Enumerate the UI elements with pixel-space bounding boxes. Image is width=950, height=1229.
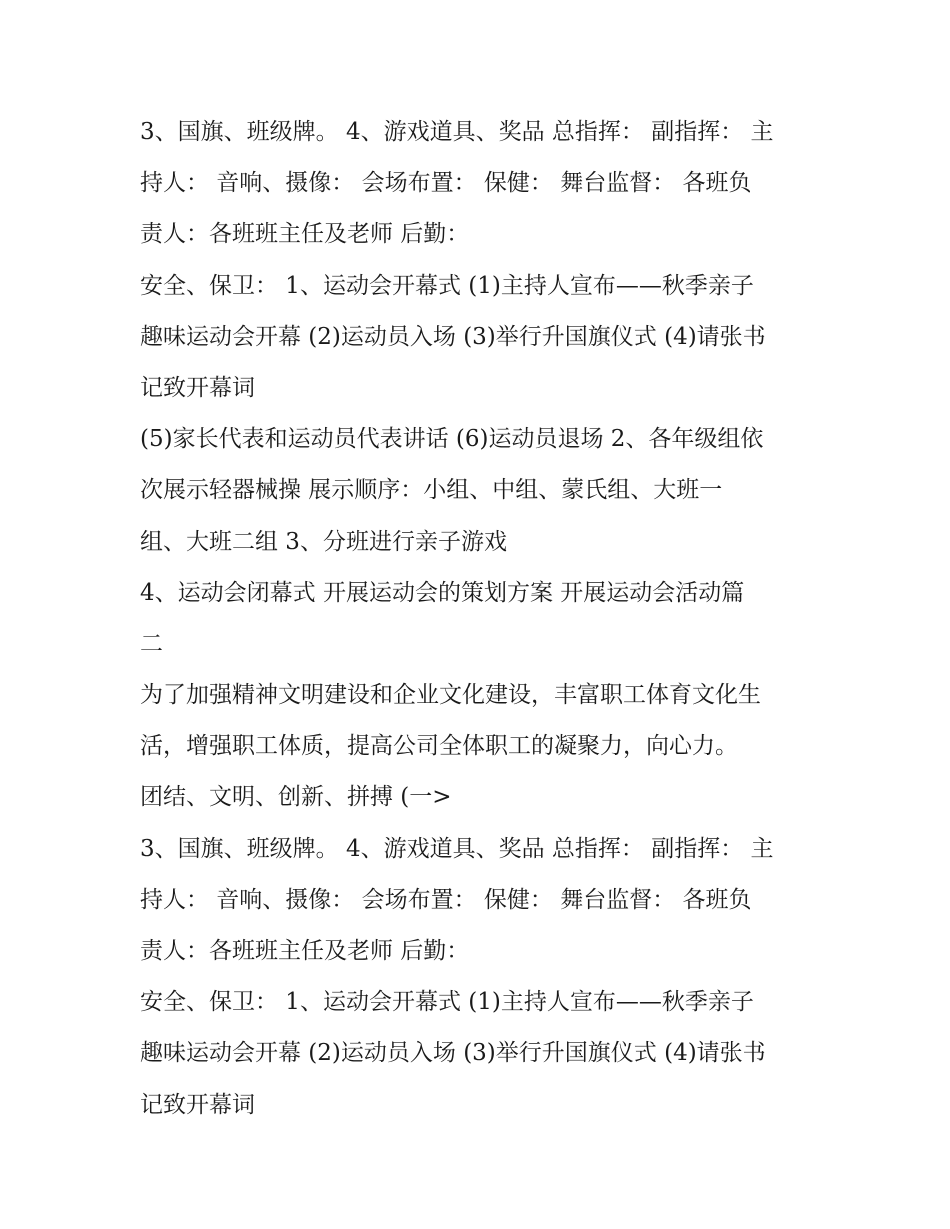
text-line: 次展示轻器械操 展示顺序：小组、中组、蒙氏组、大班一 [140, 477, 723, 504]
text-line: (5)家长代表和运动员代表讲话 (6)运动员退场 2、各年级组依 [140, 426, 764, 453]
text-line: 3、国旗、班级牌。 4、游戏道具、奖品 总指挥： 副指挥： 主 [140, 835, 774, 862]
text-line: 组、大班二组 3、分班进行亲子游戏 [140, 528, 507, 555]
text-line: 团结、文明、创新、拼搏 (一> [140, 784, 452, 811]
text-line: 为了加强精神文明建设和企业文化建设，丰富职工体育文化生 [140, 682, 761, 709]
text-line: 安全、保卫： 1、运动会开幕式 (1)主持人宣布——秋季亲子 [140, 989, 754, 1016]
text-line: 责人：各班班主任及老师 后勤： [140, 938, 470, 964]
text-line: 记致开幕词 [140, 1091, 255, 1118]
text-line: 活，增强职工体质，提高公司全体职工的凝聚力，向心力。 [140, 733, 738, 760]
text-line: 4、运动会闭幕式 开展运动会的策划方案 开展运动会活动篇 [140, 579, 745, 606]
text-line: 持人： 音响、摄像： 会场布置： 保健： 舞台监督： 各班负 [140, 170, 752, 197]
document-body [140, 107, 820, 1131]
text-line: 3、国旗、班级牌。 4、游戏道具、奖品 总指挥： 副指挥： 主 [140, 119, 774, 145]
text-line: 安全、保卫： 1、运动会开幕式 (1)主持人宣布——秋季亲子 [140, 272, 754, 299]
text-line: 责人：各班班主任及老师 后勤： [140, 221, 470, 248]
text-line: 记致开幕词 [140, 374, 255, 401]
text-line: 二 [140, 630, 163, 657]
text-line: 趣味运动会开幕 (2)运动员入场 (3)举行升国旗仪式 (4)请张书 [140, 1040, 766, 1067]
text-line: 趣味运动会开幕 (2)运动员入场 (3)举行升国旗仪式 (4)请张书 [140, 323, 766, 350]
text-line: 持人： 音响、摄像： 会场布置： 保健： 舞台监督： 各班负 [140, 886, 752, 913]
